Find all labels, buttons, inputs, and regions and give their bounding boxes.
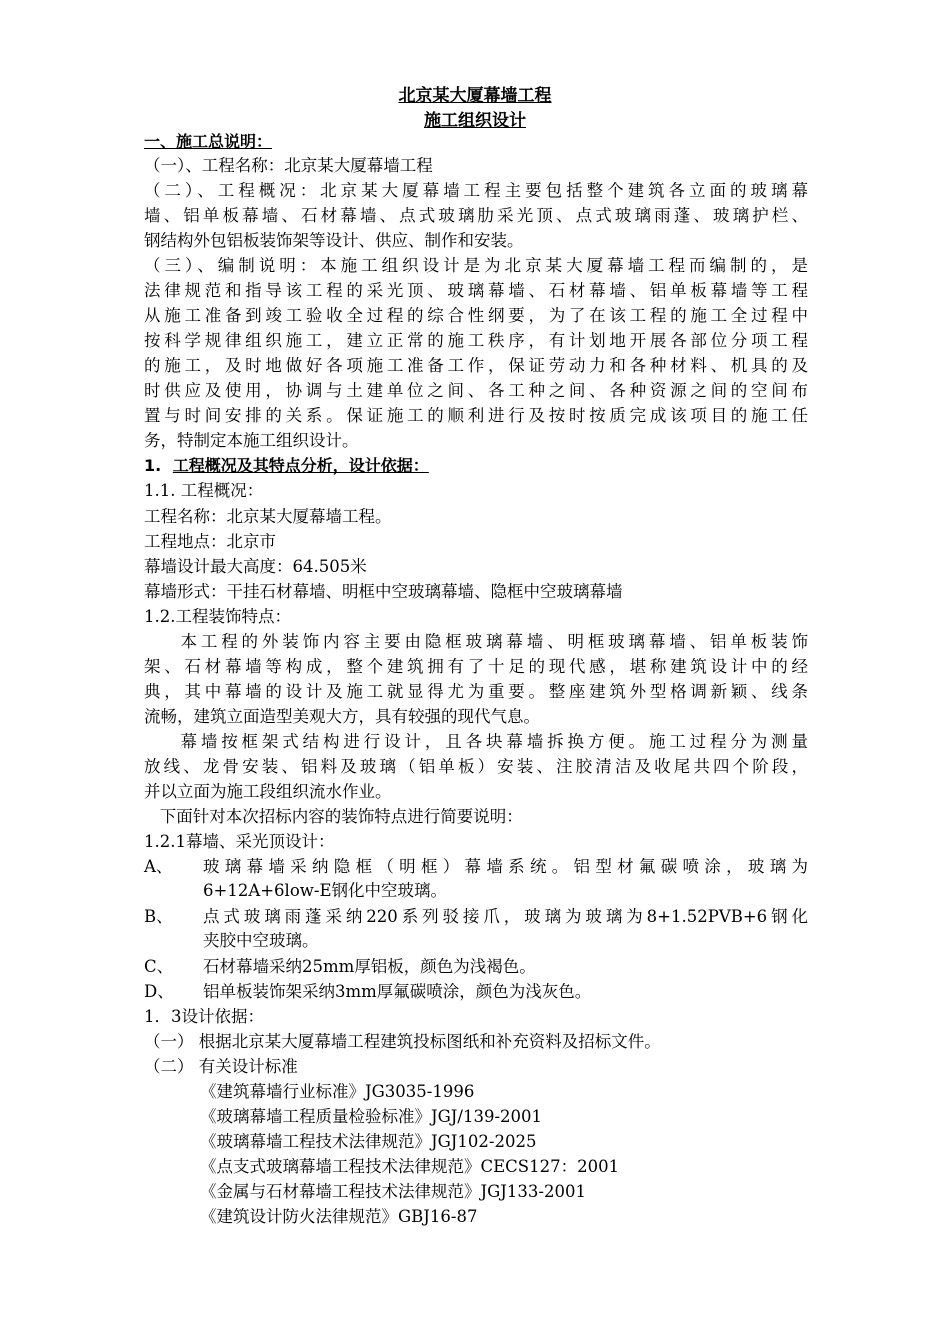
heading-1-1: 1.1. 工程概况： <box>144 481 264 500</box>
item-text: 夹胶中空玻璃。 <box>203 931 319 950</box>
item-text: 玻璃幕墙采纳隐框（明框）幕墙系统。铝型材氟碳喷涂，玻璃为 <box>203 857 808 876</box>
document-title: 北京某大厦幕墙工程 <box>398 86 552 106</box>
paragraph-line: 幕墙按框架式结构进行设计，且各块幕墙拆换方便。施工过程分为测量 <box>144 732 808 751</box>
item-text: 铝单板装饰架采纳3mm厚氟碳喷涂，颜色为浅灰色。 <box>203 982 592 1001</box>
info-line: 幕墙形式：干挂石材幕墙、明框中空玻璃幕墙、隐框中空玻璃幕墙 <box>144 582 623 601</box>
basis-line: （二） 有关设计标准 <box>144 1057 298 1076</box>
item-text: 点式玻璃雨蓬采纳220系列驳接爪，玻璃为玻璃为8+1.52PVB+6钢化 <box>203 907 808 926</box>
paragraph-line: 时供应及使用，协调与土建单位之间、各工种之间、各种资源之间的空间布 <box>144 381 808 400</box>
paragraph-line: 流畅，建筑立面造型美观大方，具有较强的现代气息。 <box>144 707 540 726</box>
basis-line: （一） 根据北京某大厦幕墙工程建筑投标图纸和补充资料及招标文件。 <box>144 1032 661 1051</box>
item-label: D、 <box>144 982 174 1001</box>
paragraph-line: 墙、铝单板幕墙、石材幕墙、点式玻璃肋采光顶、点式玻璃雨蓬、玻璃护栏、 <box>144 206 808 225</box>
heading-1-2: 1.2.工程装饰特点： <box>144 607 291 626</box>
item-label: A、 <box>144 857 173 876</box>
standard-item: 《建筑设计防火法律规范》GBJ16-87 <box>200 1207 478 1226</box>
standard-item: 《金属与石材幕墙工程技术法律规范》JGJ133-2001 <box>200 1182 586 1201</box>
heading-1-text: 工程概况及其特点分析，设计依据： <box>172 456 429 475</box>
heading-1-2-1: 1.2.1幕墙、采光顶设计： <box>144 832 335 851</box>
paragraph-line: 钢结构外包铝板装饰架等设计、供应、制作和安装。 <box>144 231 524 250</box>
paragraph-line: 放线、龙骨安装、铝料及玻璃（铝单板）安装、注胶清洁及收尾共四个阶段， <box>144 757 808 776</box>
paragraph-line: 本工程的外装饰内容主要由隐框玻璃幕墙、明框玻璃幕墙、铝单板装饰 <box>144 632 808 651</box>
item-label: C、 <box>144 957 174 976</box>
intro-line: 下面针对本次招标内容的装饰特点进行简要说明： <box>144 807 523 826</box>
standard-item: 《点支式玻璃幕墙工程技术法律规范》CECS127：2001 <box>200 1157 620 1176</box>
item-label: B、 <box>144 907 173 926</box>
info-line: 幕墙设计最大高度：64.505米 <box>144 557 367 576</box>
paragraph-line: 务，特制定本施工组织设计。 <box>144 431 359 450</box>
paragraph-line: 按科学规律组织施工，建立正常的施工秩序，有计划地开展各部位分项工程 <box>144 331 808 350</box>
standard-item: 《玻璃幕墙工程质量检验标准》JGJ/139-2001 <box>200 1107 543 1126</box>
item-text: 石材幕墙采纳25mm厚铝板，颜色为浅褐色。 <box>203 957 536 976</box>
paragraph-line: 的施工，及时地做好各项施工准备工作，保证劳动力和各种材料、机具的及 <box>144 356 808 375</box>
standard-item: 《建筑幕墙行业标准》JG3035-1996 <box>200 1082 475 1101</box>
paragraph-line: （二）、工程概况：北京某大厦幕墙工程主要包括整个建筑各立面的玻璃幕 <box>144 181 808 200</box>
heading-1-3: 1．3设计依据： <box>144 1007 264 1026</box>
document-subtitle: 施工组织设计 <box>424 111 526 131</box>
paragraph-line: 从施工准备到竣工验收全过程的综合性纲要，为了在该工程的施工全过程中 <box>144 306 808 325</box>
heading-1 <box>144 455 429 477</box>
heading-1-number: 1. <box>144 456 162 475</box>
section-heading: 一、施工总说明： <box>144 132 273 151</box>
info-line: 工程地点：北京市 <box>144 532 276 551</box>
project-name-line: （一）、工程名称：北京某大厦幕墙工程 <box>144 156 433 175</box>
paragraph-line: 并以立面为施工段组织流水作业。 <box>144 782 392 801</box>
paragraph-line: 法律规范和指导该工程的采光顶、玻璃幕墙、石材幕墙、铝单板幕墙等工程 <box>144 281 808 300</box>
paragraph-line: 典，其中幕墙的设计及施工就显得尤为重要。整座建筑外型格调新颖、线条 <box>144 682 808 701</box>
info-line: 工程名称：北京某大厦幕墙工程。 <box>144 507 392 526</box>
paragraph-line: 架、石材幕墙等构成，整个建筑拥有了十足的现代感，堪称建筑设计中的经 <box>144 657 808 676</box>
paragraph-line: （三）、编制说明：本施工组织设计是为北京某大厦幕墙工程而编制的，是 <box>144 256 808 275</box>
paragraph-line: 置与时间安排的关系。保证施工的顺利进行及按时按质完成该项目的施工任 <box>144 406 808 425</box>
item-text: 6+12A+6low-E钢化中空玻璃。 <box>203 881 448 900</box>
standard-item: 《玻璃幕墙工程技术法律规范》JGJ102-2025 <box>200 1132 537 1151</box>
